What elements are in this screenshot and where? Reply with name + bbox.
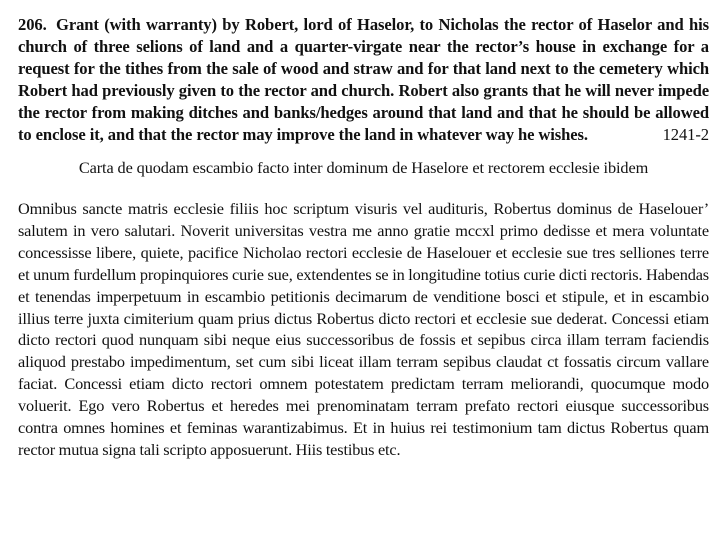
- entry-summary: Grant (with warranty) by Robert, lord of Haselor, to Nicholas the rector of Haselor and his church of three selions of land and a quarter-virgate near the rector’s house in exchange for a request for the tithes from the sale of wood and straw and for that land next to the cemetery which Robert had previously given to the rector and church. Robert also grants that he will never impede the rector from making ditches and banks/hedges around that land and that he should be allowed to enclose it, and that the rector may improve the land in whatever way he wishes.: [18, 15, 709, 144]
- entry-heading: [18, 14, 709, 146]
- entry-number: 206.: [18, 15, 47, 34]
- entry-date: 1241-2: [662, 125, 709, 144]
- latin-rubric: Carta de quodam escambio facto inter dominum de Haselore et rectorem ecclesie ibidem: [78, 158, 649, 177]
- charter-text: Omnibus sancte matris ecclesie filiis hoc scriptum visuris vel audituris, Robertus dominus de Haselouer’ salutem in vero salutari. Noverit universitas vestra me anno gratie mccxl primo dedisse et mera voluntate concessisse libere, quiete, pacifice Nicholao rectori ecclesie de Haselouer et ecclesie sue tres selliones terre et unum furdellum propinquiores curie sue, extendentes se in longitudine totius curie dicti rectoris. Habendas et tenendas imperpetuum in escambio petitionis decimarum de venditione bosci et stipule, et in escambio illius terre juxta cimiterium quam prius dictus Robertus dicto rectori et ecclesie sue dederat. Concessi etiam dicto rectori quod nunquam sibi neque eius successoribus de fossis et sepibus circa illam terram faciendis aliquod prestabo impedimentum, set cum sibi liceat illam terram sepibus claudat ct fossatis circum vallare faciat. Concessi etiam dicto rectori omnem potestatem predictam terram meliorandi, quocumque modo voluerit. Ego vero Robertus et heredes mei prenominatam terram prefato rectori eiusque successoribus contra omnes homines et feminas warantizabimus. Et in huius rei testimonium tam dictus Robertus quam rector mutua signa tali scripto apposuerunt. Hiis testibus etc.: [18, 199, 709, 459]
